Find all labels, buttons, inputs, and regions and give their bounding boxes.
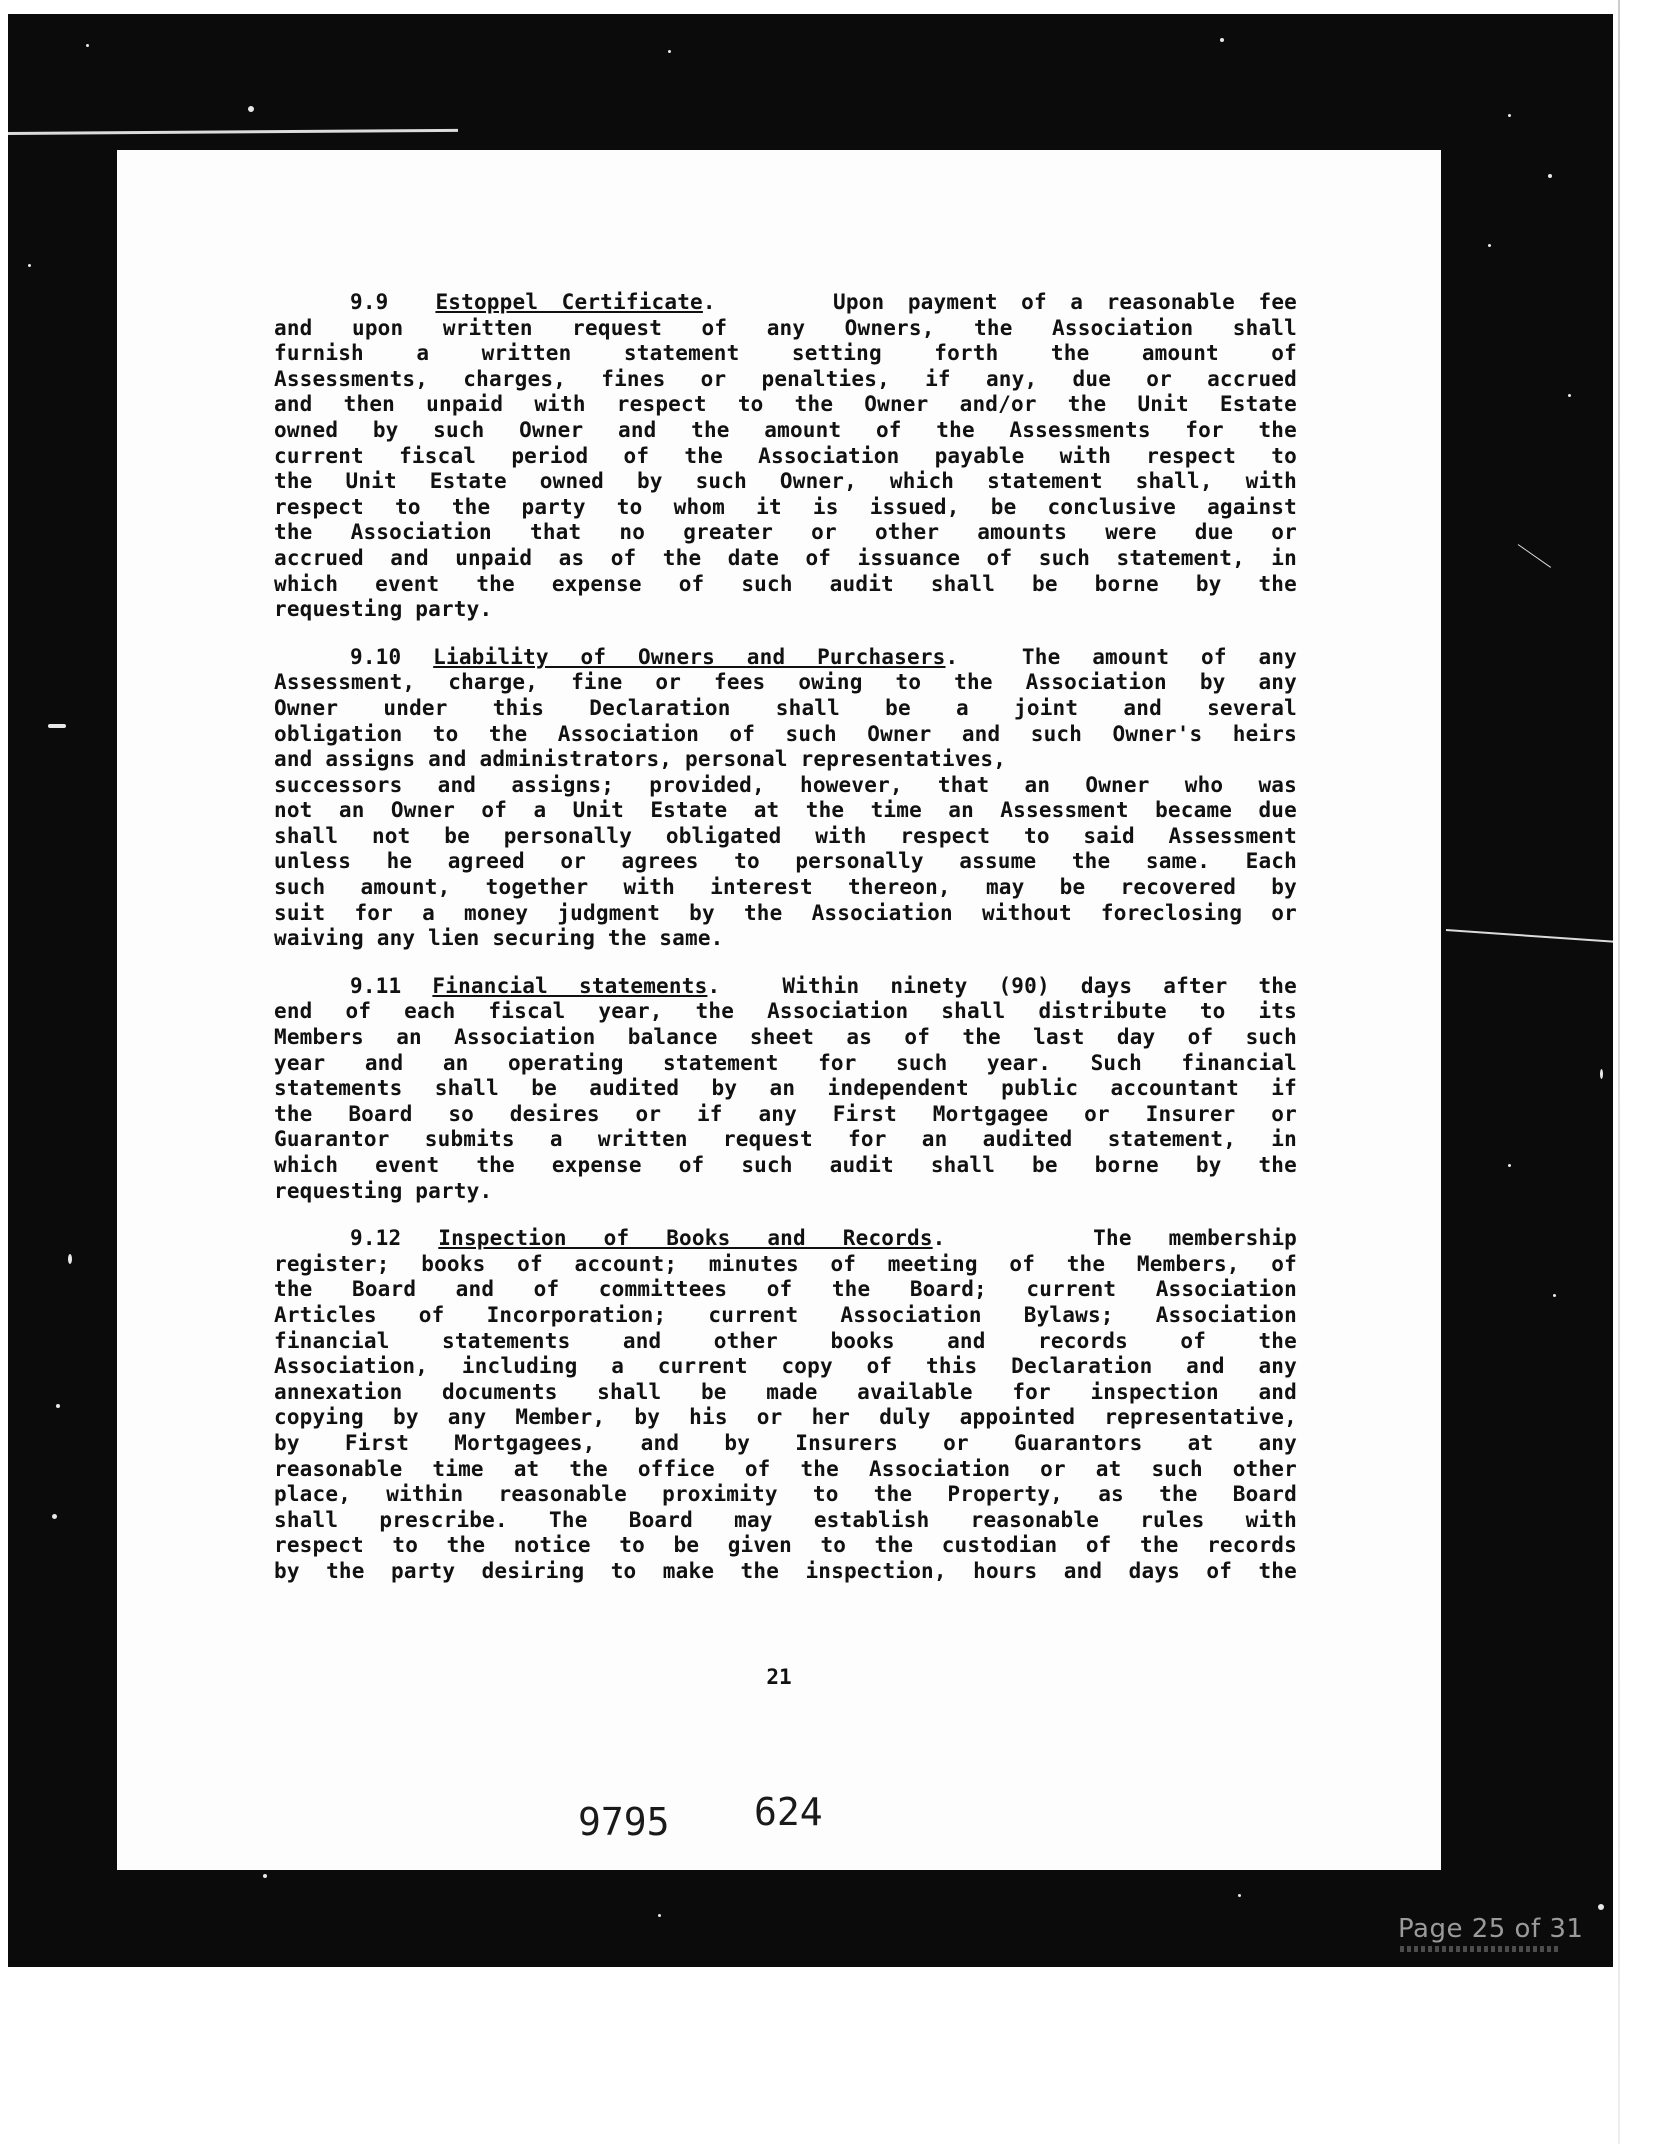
- section-9-9: [274, 290, 1297, 623]
- section-9-12: [274, 1226, 1297, 1584]
- paragraph-text: Within ninety (90) days after the: [782, 973, 1297, 998]
- dust-speck: [658, 1914, 661, 1917]
- paragraph-line: Assessments, charges, fines or penalties, if any, due or accrued: [274, 366, 1297, 391]
- paragraph-line: furnish a written statement setting forth the amount of: [274, 341, 1297, 366]
- section-9-10: [274, 645, 1297, 952]
- dust-speck: [1568, 394, 1571, 397]
- paragraph-line: the Board and of committees of the Board; current Association: [274, 1277, 1297, 1302]
- dust-speck: [1508, 114, 1511, 117]
- paragraph-line: which event the expense of such audit shall be borne by the: [274, 1153, 1297, 1177]
- paragraph-line: successors and assigns; provided, however, that an Owner who was: [274, 772, 1297, 797]
- section-heading: Liability of Owners and Purchasers: [433, 644, 946, 669]
- paragraph-line: and assigns and administrators, personal representatives,: [274, 747, 1007, 772]
- dust-speck: [1508, 1164, 1511, 1167]
- paragraph-line: waiving any lien securing the same.: [274, 926, 724, 951]
- section-number: 9.10: [350, 644, 402, 669]
- paragraph-line: the Association that no greater or other amounts were due or: [274, 520, 1297, 545]
- paragraph-line: current fiscal period of the Association payable with respect to: [274, 443, 1297, 468]
- paragraph-line: the Board so desires or if any First Mortgagee or Insurer or: [274, 1101, 1297, 1126]
- dust-speck: [1488, 244, 1491, 247]
- scan-scratch: [1518, 544, 1551, 568]
- dust-speck: [48, 724, 66, 728]
- section-9-11: [274, 974, 1297, 1204]
- paragraph-line: and upon written request of any Owners, the Association shall: [274, 315, 1297, 340]
- dust-speck: [68, 1254, 72, 1264]
- scan-scratch: [1446, 929, 1613, 943]
- paragraph-line: statements shall be audited by an independent public accountant if: [274, 1076, 1297, 1101]
- paragraph-line: suit for a money judgment by the Association without foreclosing or: [274, 900, 1297, 925]
- dust-speck: [52, 1514, 57, 1519]
- paragraph-line: owned by such Owner and the amount of the Assessments for the: [274, 417, 1297, 442]
- page-indicator-timestamp-smudge: [1400, 1946, 1560, 1952]
- paragraph-first-line: 9.12 Inspection of Books and Records. The membership: [350, 1226, 1297, 1251]
- dust-speck: [1220, 38, 1224, 42]
- paragraph-first-line: 9.10 Liability of Owners and Purchasers. The amount of any: [350, 644, 1297, 669]
- paragraph-line: and then unpaid with respect to the Owner and/or the Unit Estate: [274, 392, 1297, 417]
- paragraph-line: which event the expense of such audit shall be borne by the: [274, 571, 1297, 596]
- section-heading: Financial statements: [432, 973, 708, 998]
- paragraph-line: by First Mortgagees, and by Insurers or Guarantors at any: [274, 1430, 1297, 1455]
- paragraph-line: financial statements and other books and records of the: [274, 1328, 1297, 1353]
- paragraph-line: unless he agreed or agrees to personally assume the same. Each: [274, 849, 1297, 874]
- section-heading: Inspection of Books and Records: [438, 1226, 933, 1251]
- paragraph-text: Upon payment of a reasonable fee: [833, 290, 1297, 314]
- paragraph-line: by the party desiring to make the inspection, hours and days of the: [274, 1558, 1297, 1583]
- recording-page-number: 624: [754, 1790, 823, 1834]
- dust-speck: [1600, 1069, 1603, 1079]
- document-body: [274, 290, 1297, 1607]
- paragraph-line: Members an Association balance sheet as of the last day of such: [274, 1025, 1297, 1050]
- paragraph-line: place, within reasonable proximity to the Property, as the Board: [274, 1482, 1297, 1507]
- paragraph-line: end of each fiscal year, the Association shall distribute to its: [274, 999, 1297, 1024]
- paragraph-line: not an Owner of a Unit Estate at the time an Assessment became due: [274, 798, 1297, 823]
- paragraph-line: reasonable time at the office of the Association or at such other: [274, 1456, 1297, 1481]
- dust-speck: [1553, 1294, 1556, 1297]
- paragraph-text: The amount of any: [1021, 644, 1297, 669]
- section-heading: Estoppel Certificate: [435, 290, 703, 314]
- scan-edge-line: [1618, 0, 1620, 2144]
- paragraph-line: obligation to the Association of such Owner and such Owner's heirs: [274, 721, 1297, 746]
- page-number: 21: [766, 1665, 792, 1689]
- dust-speck: [1238, 1894, 1241, 1897]
- paragraph-line: Association, including a current copy of this Declaration and any: [274, 1354, 1297, 1379]
- paragraph-line: the Unit Estate owned by such Owner, which statement shall, with: [274, 469, 1297, 494]
- paragraph-first-line: 9.11 Financial statements. Within ninety (90) days after the: [350, 973, 1297, 998]
- scanned-page-frame: [8, 14, 1613, 1967]
- paragraph-line: Assessment, charge, fine or fees owing to the Association by any: [274, 670, 1297, 695]
- paragraph-line: shall not be personally obligated with respect to said Assessment: [274, 823, 1297, 848]
- dust-speck: [263, 1874, 267, 1878]
- paragraph-line: Articles of Incorporation; current Association Bylaws; Association: [274, 1302, 1297, 1327]
- paragraph-first-line: 9.9 Estoppel Certificate. Upon payment of a reasonable fee: [350, 290, 1297, 314]
- paragraph-line: such amount, together with interest thereon, may be recovered by: [274, 875, 1297, 900]
- dust-speck: [1548, 174, 1552, 178]
- paragraph-line: respect to the notice to be given to the custodian of the records: [274, 1533, 1297, 1558]
- dust-speck: [1598, 1904, 1604, 1910]
- section-number: 9.12: [350, 1226, 402, 1251]
- section-number: 9.9: [350, 290, 389, 314]
- paragraph-line: accrued and unpaid as of the date of issuance of such statement, in: [274, 545, 1297, 570]
- section-number: 9.11: [350, 973, 402, 998]
- scan-scratch: [8, 129, 458, 135]
- paragraph-line: requesting party.: [274, 1178, 493, 1203]
- paragraph-line: annexation documents shall be made available for inspection and: [274, 1379, 1297, 1404]
- paragraph-line: shall prescribe. The Board may establish reasonable rules with: [274, 1507, 1297, 1532]
- dust-speck: [86, 44, 89, 47]
- paragraph-line: Guarantor submits a written request for an audited statement, in: [274, 1127, 1297, 1152]
- page-indicator: Page 25 of 31: [1398, 1914, 1584, 1944]
- paragraph-text: The membership: [1093, 1226, 1297, 1251]
- paragraph-line: Owner under this Declaration shall be a joint and several: [274, 695, 1297, 720]
- dust-speck: [668, 50, 671, 53]
- dust-speck: [28, 264, 31, 267]
- document-page: [117, 150, 1441, 1870]
- paragraph-line: respect to the party to whom it is issued, be conclusive against: [274, 494, 1297, 519]
- paragraph-line: requesting party.: [274, 597, 493, 622]
- paragraph-line: year and an operating statement for such year. Such financial: [274, 1050, 1297, 1075]
- dust-speck: [248, 106, 254, 112]
- dust-speck: [56, 1404, 60, 1408]
- recording-book-number: 9795: [578, 1800, 670, 1844]
- paragraph-line: register; books of account; minutes of meeting of the Members, of: [274, 1251, 1297, 1276]
- paragraph-line: copying by any Member, by his or her duly appointed representative,: [274, 1405, 1297, 1430]
